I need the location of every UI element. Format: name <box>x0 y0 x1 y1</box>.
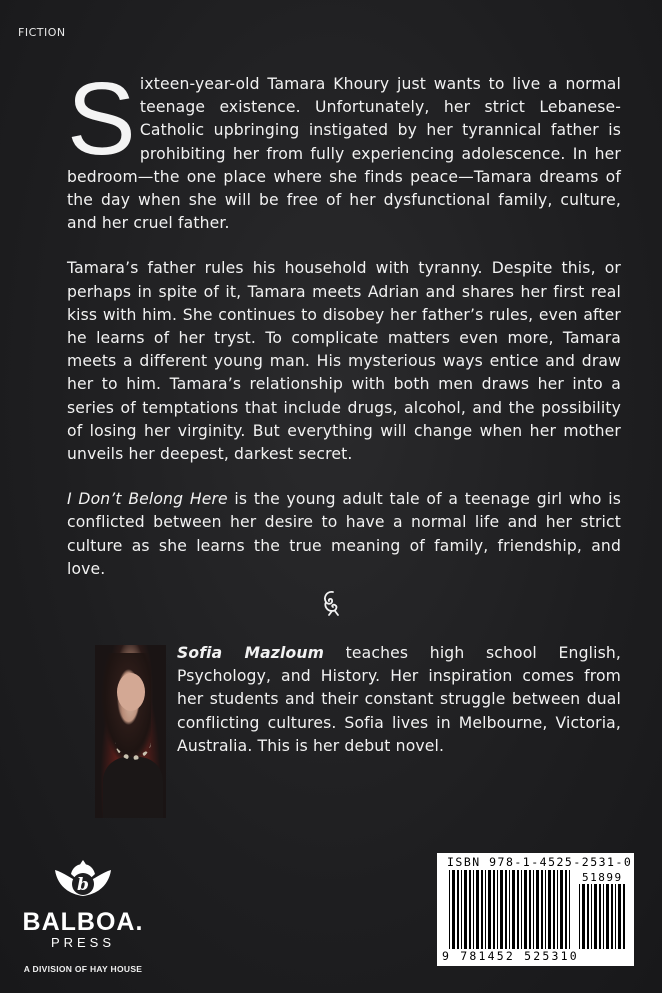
lotus-logo-icon <box>51 858 115 906</box>
publisher-imprint: PRESS <box>50 935 116 950</box>
blurb-paragraph-1 <box>67 61 621 235</box>
author-photo <box>95 645 166 818</box>
author-top <box>103 757 163 818</box>
publisher-logo <box>22 858 144 974</box>
author-name: Sofia Mazloum <box>177 644 325 662</box>
price-addon-digits: 51899 <box>582 871 623 884</box>
blurb-paragraph-3 <box>67 488 621 581</box>
logo-letter: b <box>77 875 89 895</box>
ean-digits: 9 781452 525310 <box>442 949 579 963</box>
publisher-brand: BALBOA. <box>22 908 144 936</box>
genre-label: FICTION <box>18 26 66 39</box>
author-bio-text: teaches high school English, Psychology, and History. Her inspiration comes from her students and their constant struggle between dual conflicting cultures. Sofia lives in Melbourne, Victoria, Australia. This is her debut novel. <box>177 644 622 755</box>
publisher-division: A DIVISION OF HAY HOUSE <box>23 964 143 974</box>
author-bio <box>177 642 621 758</box>
book-blurb <box>67 61 621 603</box>
blurb-paragraph-1-text: ixteen-year-old Tamara Khoury just wants to live a normal teenage existence. Unfortunately, her strict Lebanese-Catholic upbringing instigated by her tyrannical father is prohibiting her from fully experiencing adolescence. In her bedroom—the one place where she finds peace—Tamara dreams of the day when she will be free of her dysfunctional family, culture, and her cruel father. <box>67 75 621 233</box>
isbn-barcode <box>437 853 634 966</box>
blurb-paragraph-2: Tamara’s father rules his household with tyranny. Despite this, or perhaps in spite of it, Tamara meets Adrian and shares her first real kiss with him. She continues to disobey her father’s rules, even after he learns of her tryst. To complicate matters even more, Tamara meets a different young man. His mysterious ways entice and draw her to him. Tamara’s relationship with both men draws her into a series of temptations that include drugs, alcohol, and the possibility of losing her virginity. But everything will change when her mother unveils her deepest, darkest secret. <box>67 259 621 464</box>
author-face <box>117 673 145 711</box>
blurb-paragraph-3-text: is the young adult tale of a teenage girl who is conflicted between her desire to have a normal life and her strict culture as she learns the true meaning of family, friendship, and love. <box>67 490 621 578</box>
isbn-number: ISBN 978-1-4525-2531-0 <box>447 855 633 869</box>
book-title: I Don’t Belong Here <box>67 490 228 509</box>
publisher-swirl-icon <box>319 589 343 617</box>
drop-cap: S <box>67 61 136 176</box>
